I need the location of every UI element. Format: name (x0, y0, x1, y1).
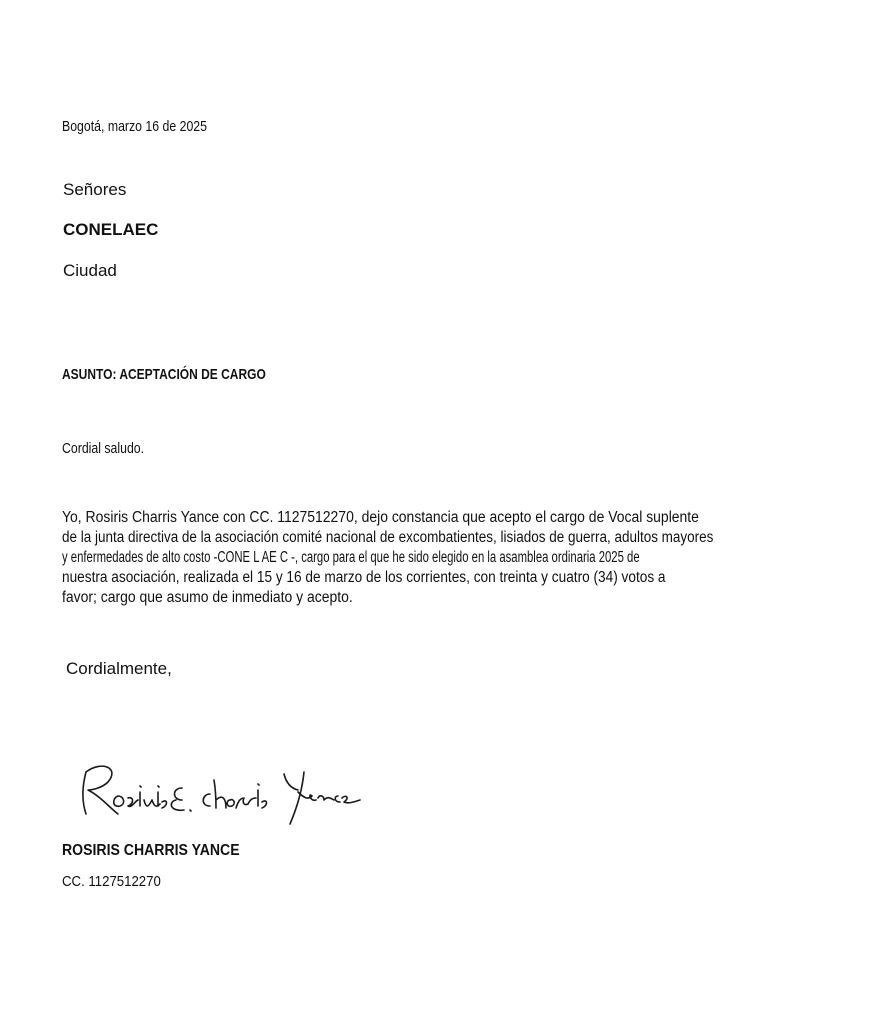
closing: Cordialmente, (66, 659, 172, 678)
subject-line: ASUNTO: ACEPTACIÓN DE CARGO (62, 366, 266, 383)
body-line: Yo, Rosiris Charris Yance con CC. 1127512270, dejo constancia que acepto el cargo de Vocal suplente (62, 509, 699, 526)
body-line: nuestra asociación, realizada el 15 y 16 de marzo de los corrientes, con treinta y cuatro (34) votos a (62, 569, 666, 586)
recipient-city: Ciudad (63, 261, 117, 280)
body-line: de la junta directiva de la asociación comité nacional de excombatientes, lisiados de guerra, adultos mayores (62, 529, 714, 546)
recipient-organization: CONELAEC (63, 220, 159, 239)
signer-id: CC. 1127512270 (62, 873, 161, 890)
letter-body (62, 508, 792, 608)
salutation: Señores (63, 180, 127, 199)
letter-date: Bogotá, marzo 16 de 2025 (62, 118, 207, 135)
greeting: Cordial saludo. (62, 440, 145, 457)
signer-name: ROSIRIS CHARRIS YANCE (62, 842, 240, 859)
body-line: y enfermedades de alto costo -CONE L AE C -, cargo para el que he sido elegido en la asamblea ordinaria 2025 de (62, 549, 640, 566)
handwritten-signature (72, 752, 372, 832)
body-line: favor; cargo que asumo de inmediato y acepto. (62, 589, 353, 606)
